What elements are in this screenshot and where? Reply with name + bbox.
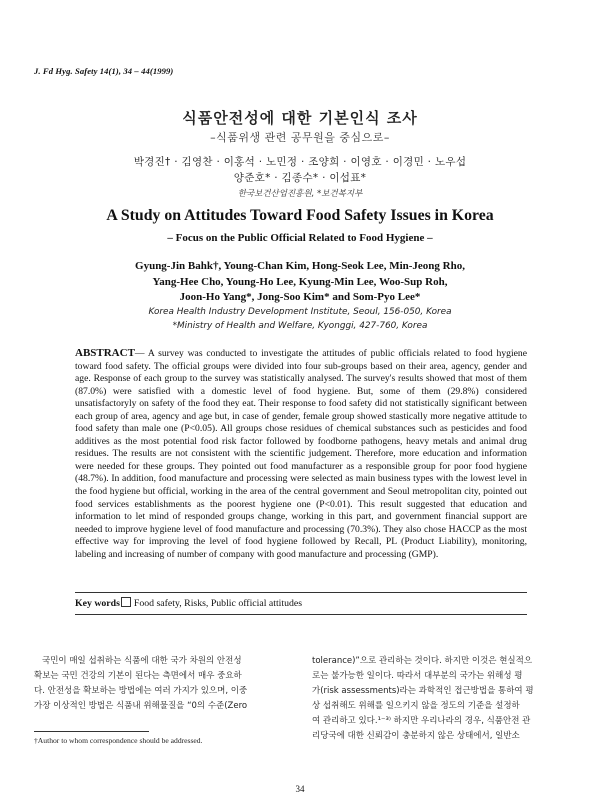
body-line: 다. 안전성을 확보하는 방법에는 여러 가지가 있으며, 이중	[34, 686, 248, 696]
body-line: 국민이 매일 섭취하는 식품에 대한 국가 차원의 안전성	[42, 656, 242, 666]
body-line: tolerance)”으로 관리하는 것이다. 하지만 이것은 현실적으	[312, 656, 533, 666]
body-line: 리당국에 대한 신뢰감이 충분하지 않은 상태에서, 일반소	[312, 731, 520, 741]
body-line: 여 관리하고 있다.¹⁻³⁾ 하지만 우리나라의 경우, 식품안전 관	[312, 716, 531, 726]
body-line: 로는 불가능한 일이다. 따라서 대부분의 국가는 위해성 평	[312, 671, 523, 681]
checkbox-square-icon	[121, 597, 131, 607]
body-line: 가장 이상적인 방법은 식품내 위해물질을 “0의 수준(Zero	[34, 701, 248, 711]
keywords-top-rule	[75, 592, 527, 593]
korean-authors-line-1: 박경진† · 김영찬 · 이홍석 · 노민정 · 조양희 · 이영호 · 이경민 · 노우섭	[133, 156, 467, 168]
body-line: 확보는 국민 건강의 기본이 된다는 측면에서 매우 중요하	[34, 671, 242, 681]
korean-title: 식품안전성에 대한 기본인식 조사	[182, 109, 418, 127]
abstract	[75, 347, 527, 561]
english-subtitle: – Focus on the Public Official Related to Food Hygiene –	[167, 232, 433, 244]
english-authors-line-3: Joon-Ho Yang*, Jong-Soo Kim* and Som-Pyo Lee*	[179, 291, 421, 303]
english-authors-line-2: Yang-Hee Cho, Young-Ho Lee, Kyung-Min Lee, Woo-Sup Roh,	[152, 276, 448, 288]
english-affiliation-1: Korea Health Industry Development Institute, Seoul, 156-050, Korea	[148, 307, 452, 317]
keywords-text: Food safety, Risks, Public official attitudes	[133, 598, 303, 609]
keywords-line	[75, 597, 302, 609]
body-column-left	[34, 654, 300, 714]
keywords-bottom-rule	[75, 614, 527, 615]
footnote-rule	[34, 731, 149, 732]
korean-affiliation: 한국보건산업진흥원, *보건복지부	[237, 189, 363, 199]
korean-subtitle: –식품위생 관련 공무원을 중심으로–	[210, 131, 390, 144]
journal-citation: J. Fd Hyg. Safety 14(1), 34 – 44(1999)	[34, 66, 174, 76]
body-column-right	[312, 654, 578, 744]
keywords-label: Key words	[75, 598, 120, 609]
body-line: 가(risk assessments)라는 과학적인 접근방법을 통하여 평	[312, 686, 534, 696]
abstract-text: — A survey was conducted to investigate the attitudes of public officials related to food hygiene toward food safety. The official groups were divided into four sub-groups based on their area, agency, gender and age. Response of each group to the survey was statistically analysed. The survey's results showed that most of them (87.0%) were satisfied with a domestic level of food hygiene. But, some of them (29.8%) considered unsatisfactoryly on safety of the food they eat. Their response to food safety did not statistically significant between each group of area, agency and age but, in case of gender, female group showed stastically more negative attitude to food safety than male one (P<0.05). All groups chose residues of chemical substances such as pesticides and food additives as the most potential food risk factor followed by foodborne pathogens, heavy metals and animal drug residues. The results are not consistent with the scientific judgement. Therefore, more education and information were needed for these groups. They pointed out food manufacturer as a responsible group for poor food hygiene (48.7%). In addition, food manufacture and processing were selected as main business types with the lowest level in the food hygiene but official, working in the area of the central government and Seoul metropolitan city, pointed out food services establishments as the poorest hygiene one (P<0.01). This result suggested that education and information to let mind of responded groups change, working in this part, and government financial support are needed to improve hygiene level of food manufacture and processing (70.3%). They also chose HACCP as the most effective way for improving the level of food hygiene followed by Recall, PL (Product Liability), monitoring, labeling and increasing of number of company with good manufacture and processing (GMP).	[75, 348, 527, 560]
footnote: †Author to whom correspondence should be addressed.	[34, 736, 203, 745]
english-authors-line-1: Gyung-Jin Bahk†, Young-Chan Kim, Hong-Seok Lee, Min-Jeong Rho,	[135, 260, 465, 272]
body-line: 상 섭취해도 위해를 일으키지 않을 정도의 기준을 설정하	[312, 701, 520, 711]
english-title: A Study on Attitudes Toward Food Safety Issues in Korea	[106, 207, 494, 224]
korean-authors-line-2: 양준호* · 김종수* · 이섭표*	[233, 172, 367, 184]
abstract-label: ABSTRACT	[75, 347, 135, 359]
english-affiliation-2: *Ministry of Health and Welfare, Kyonggi, 427-760, Korea	[172, 321, 428, 331]
page-number: 34	[295, 784, 305, 794]
